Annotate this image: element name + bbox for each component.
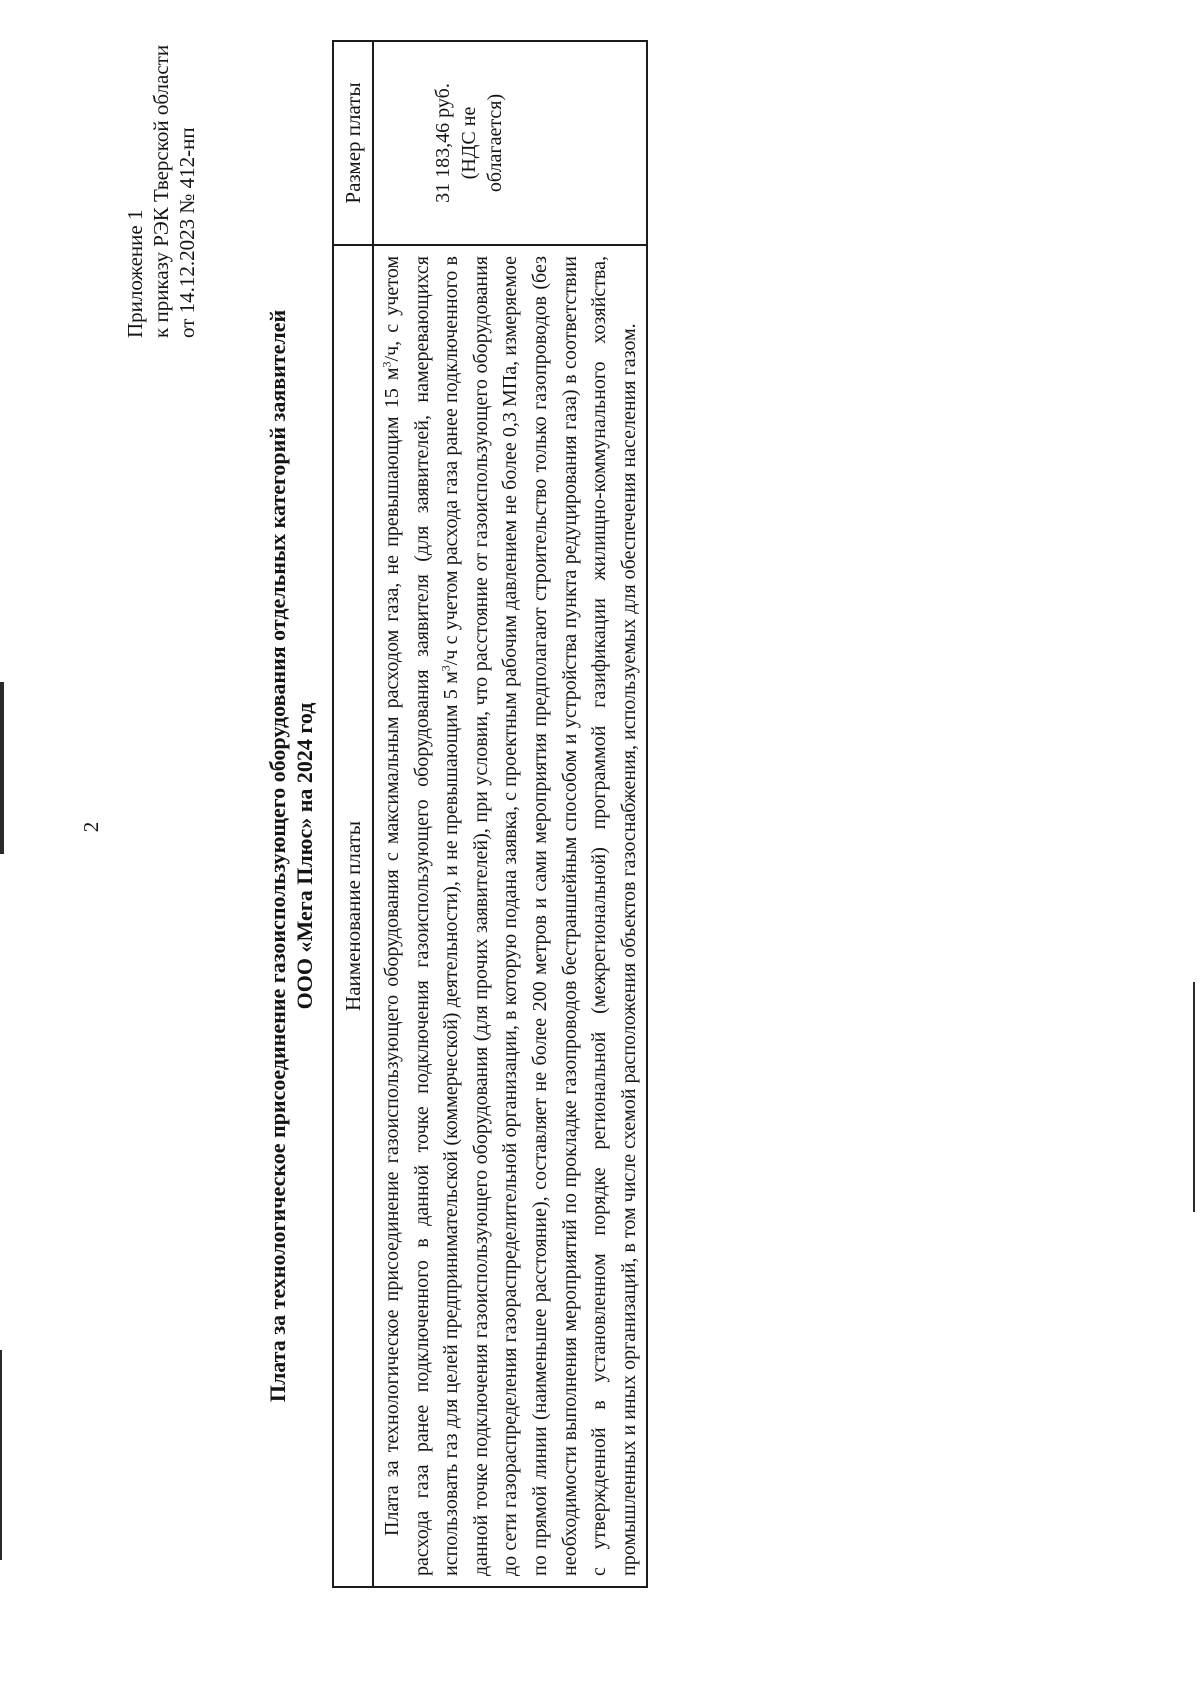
document-title: [264, 166, 318, 1546]
title-line-1: Плата за технологическое присоединение газоиспользующего оборудования отдельных категорий заявителей: [265, 309, 290, 1403]
superscript-3: 3: [438, 665, 453, 672]
page-number: 2: [79, 821, 103, 833]
price-value: 31 183,46 руб.: [432, 83, 454, 203]
appendix-line-1: Приложение 1: [123, 209, 147, 338]
fee-amount: [374, 42, 508, 244]
appendix-block: [122, 45, 200, 338]
title-line-2: ООО «Мега Плюс» на 2024 год: [292, 702, 317, 1010]
desc-text-1: Плата за технологическое присоединение газоиспользующего оборудования с максимальным расходом газа, не превышающим 15 м: [381, 367, 403, 1536]
appendix-line-2: к приказу РЭК Тверской области: [149, 44, 173, 338]
header-fee-name: Наименование платы: [333, 245, 373, 1587]
price-vat-note-2: облагается): [484, 93, 506, 193]
fee-description-cell: [373, 245, 647, 1587]
superscript-3: 3: [379, 361, 394, 368]
table-header-row: [333, 41, 373, 1587]
fee-table: [332, 40, 648, 1588]
fee-description: [374, 246, 646, 1586]
header-fee-amount: Размер платы: [333, 41, 373, 245]
desc-text-3: /ч с учетом расхода газа ранее подключенного в данной точке подключения газоиспользующего оборудования (для прочих заявителей), при условии, что расстояние от газоиспользующего оборудования до сети газораспределения газораспределительной организации, в которую подана заявка, с проектным рабочим давлением не более 0,3 МПа, измеряемое по прямой линии (наименьшее расстояние), составляет не более 200 метров и сами мероприятия предполагают строительство только газопроводов (без необходимости выполнения мероприятий по прокладке газопроводов бестраншейным способом и устройства пункта редуцирования газа) в соответствии с утвержденной в установленном порядке региональной (межрегиональной) программой газификации жилищно-коммунального хозяйства, промышленных и иных организаций, в том числе схемой расположения объектов газоснабжения, используемых для обеспечения населения газом.: [440, 255, 640, 1576]
fee-amount-cell: [373, 41, 647, 245]
price-vat-note: (НДС не: [458, 106, 480, 180]
appendix-line-3: от 14.12.2023 № 412-нп: [175, 127, 199, 338]
table-row: [373, 41, 647, 1587]
desc-text-2: /ч, с учетом расхода газа ранее подключенного в данной точке подключения газоиспользующего оборудования заявителя (для заявителей, намеревающихся использовать газ для целей предпринимательской (коммерческой) деятельности), и не превышающим 5 м: [381, 256, 463, 1576]
